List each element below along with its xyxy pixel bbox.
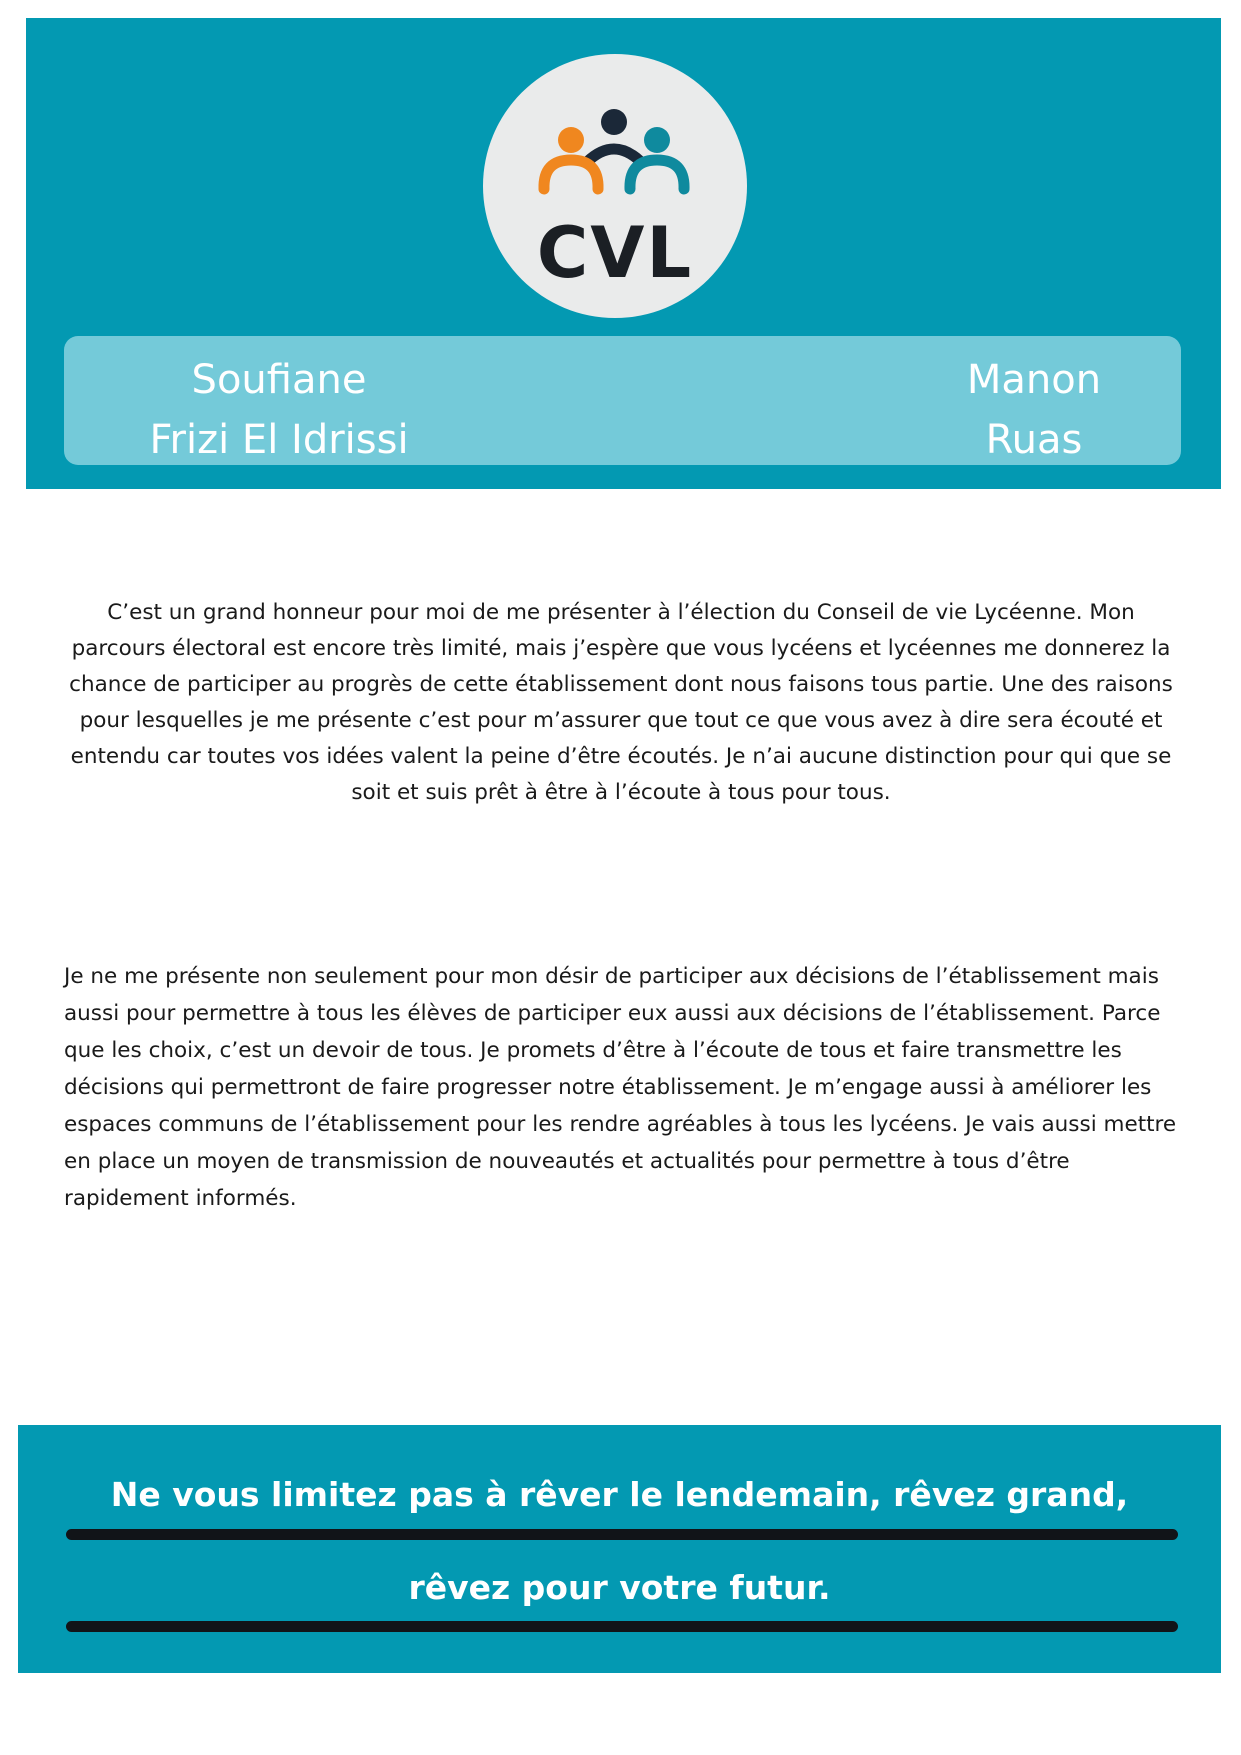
header-banner xyxy=(26,18,1221,489)
candidates-bar xyxy=(64,336,1181,465)
candidate-left-last-name: Frizi El Idrissi xyxy=(149,417,409,463)
candidate-right-first-name: Manon xyxy=(966,357,1102,403)
divider-line xyxy=(66,1529,1178,1540)
divider-line xyxy=(66,1621,1178,1632)
candidate-left-name xyxy=(104,350,454,470)
cvl-logo xyxy=(483,54,747,318)
candidate-right-name xyxy=(924,350,1144,470)
program-paragraph: Je ne me présente non seulement pour mon désir de participer aux décisions de l’établissement mais aussi pour permettre à tous les élèves de participer eux aussi aux décisions de l’établissement. Parce que les choix, c’est un devoir de tous. Je promets d’être à l’écoute de tous et faire transmettre les décisions qui permettront de faire progresser notre établissement. Je m’engage aussi à améliorer les espaces communs de l’établissement pour les rendre agréables à tous les lycéens. Je vais aussi mettre en place un moyen de transmission de nouveautés et actualités pour permettre à tous d’être rapidement informés. xyxy=(64,964,1177,1211)
svg-text:CVL: CVL xyxy=(536,212,694,294)
candidate-right-last-name: Ruas xyxy=(985,417,1083,463)
footer-banner xyxy=(18,1425,1221,1673)
three-people-icon xyxy=(483,54,747,318)
slogan-line-2: rêvez pour votre futur. xyxy=(408,1568,831,1607)
slogan-line-1: Ne vous limitez pas à rêver le lendemain, rêvez grand, xyxy=(110,1475,1129,1514)
candidate-left-first-name: Soufiane xyxy=(191,357,367,403)
intro-paragraph: C’est un grand honneur pour moi de me présenter à l’élection du Conseil de vie Lycéenne. Mon parcours électoral est encore très limité, mais j’espère que vous lycéens et lycéennes me donnerez la chance de participer au progrès de cette établissement dont nous faisons tous partie. Une des raisons pour lesquelles je me présente c’est pour m’assurer que tout ce que vous avez à dire sera écouté et entendu car toutes vos idées valent la peine d’être écoutés. Je n’ai aucune distinction pour qui que se soit et suis prêt à être à l’écoute à tous pour tous. xyxy=(69,600,1173,805)
